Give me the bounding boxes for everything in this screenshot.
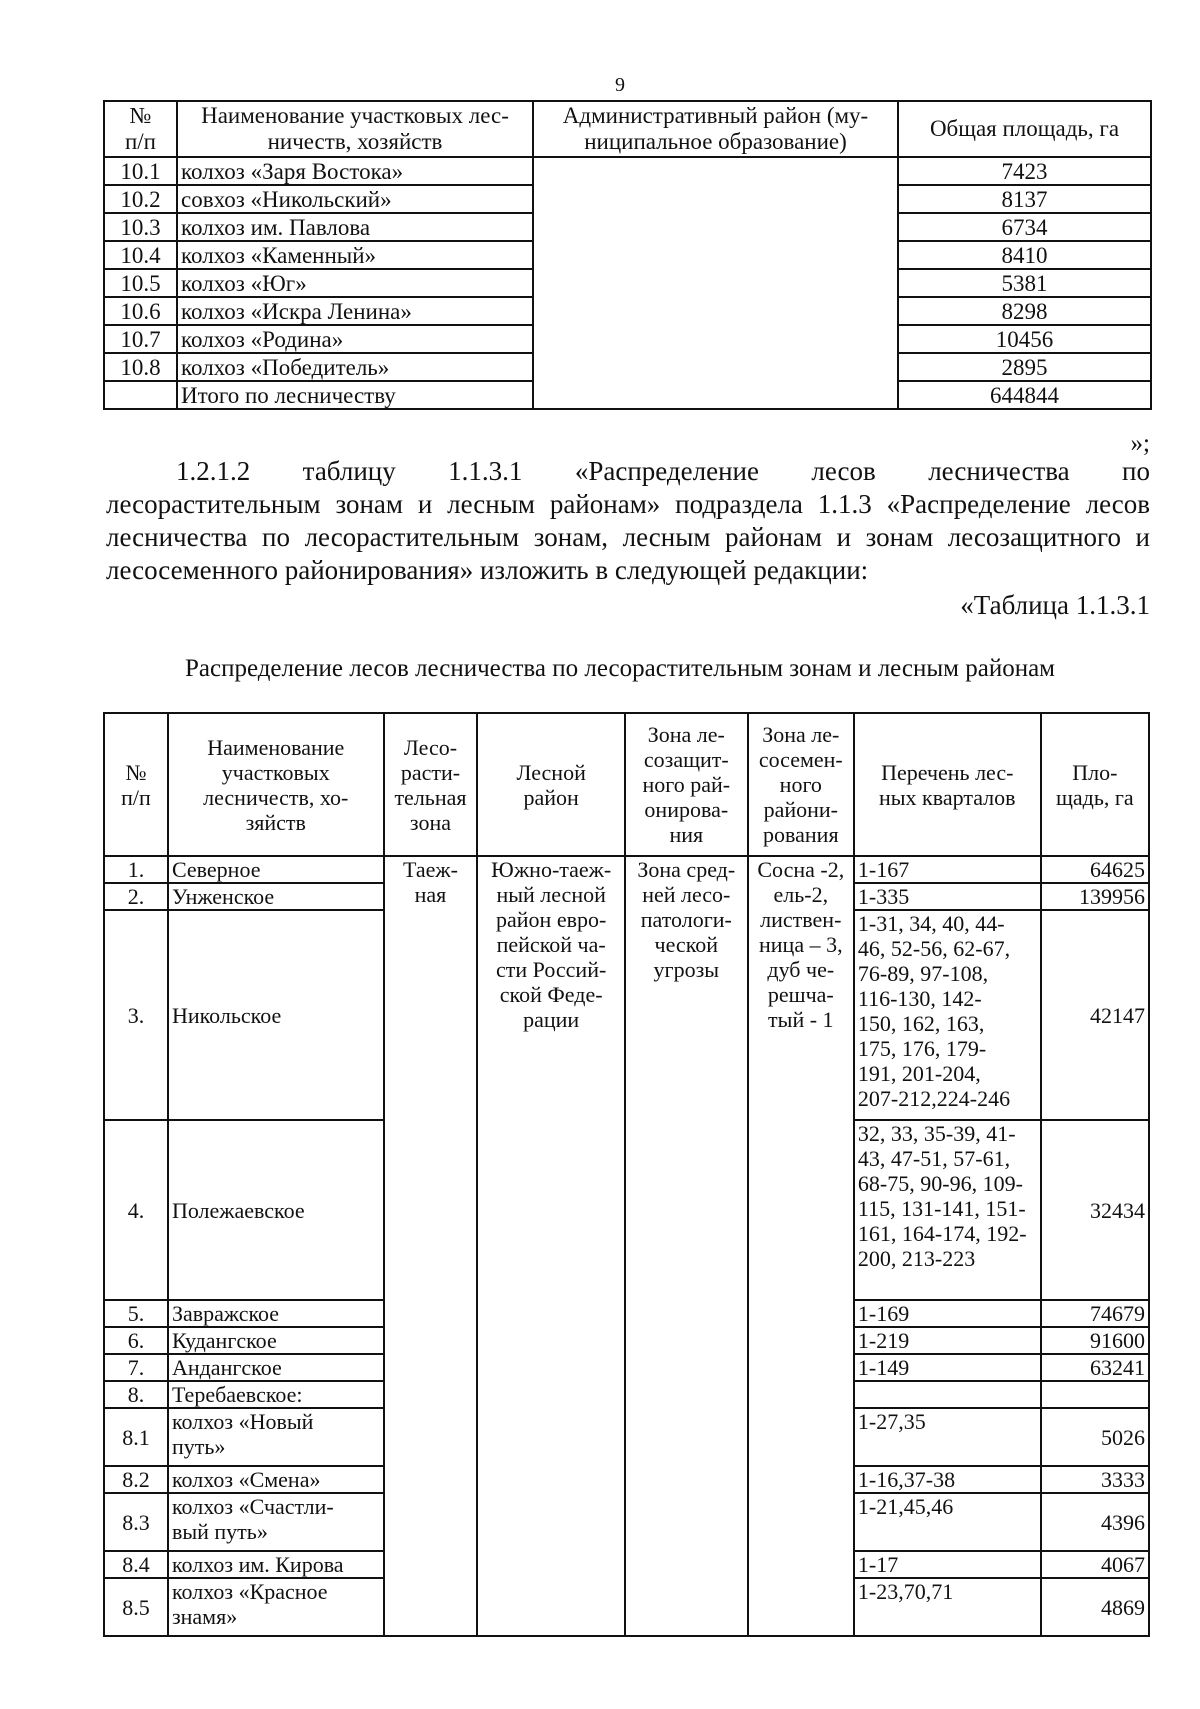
cell-name: Андангское	[168, 1354, 384, 1381]
cell-num: 6.	[104, 1327, 168, 1354]
total-label: Итого по лесничеству	[177, 381, 533, 409]
cell-area: 2895	[898, 353, 1151, 381]
cell-quarters: 1-16,37-38	[854, 1466, 1041, 1493]
cell-name: колхоз «Заря Востока»	[177, 157, 533, 185]
cell-name: колхоз им. Кирова	[168, 1551, 384, 1578]
cell-num: 10.3	[104, 213, 177, 241]
cell-num: 10.1	[104, 157, 177, 185]
cell-name: колхоз «Родина»	[177, 325, 533, 353]
cell-num: 8.1	[104, 1408, 168, 1466]
cell-name: колхоз им. Павлова	[177, 213, 533, 241]
cell-name: Унженское	[168, 883, 384, 910]
cell-num: 8.2	[104, 1466, 168, 1493]
cell-zone: Таеж- ная	[384, 856, 478, 1636]
cell-name: колхоз «Победитель»	[177, 353, 533, 381]
cell-num: 5.	[104, 1300, 168, 1327]
col-header-num: № п/п	[104, 101, 177, 157]
cell-name: совхоз «Никольский»	[177, 185, 533, 213]
cell-num: 2.	[104, 883, 168, 910]
cell-area: 3333	[1041, 1466, 1149, 1493]
cell-area: 8410	[898, 241, 1151, 269]
forest-distribution-table	[103, 712, 1150, 1637]
cell-num: 7.	[104, 1354, 168, 1381]
total-area: 644844	[898, 381, 1151, 409]
cell-area: 8137	[898, 185, 1151, 213]
cell-quarters: 1-169	[854, 1300, 1041, 1327]
col-header-area: Общая площадь, га	[898, 101, 1151, 157]
cell-name: колхоз «Юг»	[177, 269, 533, 297]
cell-name: колхоз «Красное знамя»	[168, 1578, 384, 1636]
cell-num: 4.	[104, 1120, 168, 1300]
cell-num: 10.5	[104, 269, 177, 297]
cell-seed: Сосна -2, ель-2, листвен- ница – 3, дуб че- решча- тый - 1	[748, 856, 854, 1636]
cell-name: колхоз «Искра Ленина»	[177, 297, 533, 325]
cell-area: 91600	[1041, 1327, 1149, 1354]
cell-name: колхоз «Счастли- вый путь»	[168, 1493, 384, 1551]
cell-quarters: 1-27,35	[854, 1408, 1041, 1466]
cell-num: 10.6	[104, 297, 177, 325]
cell-num: 8.5	[104, 1578, 168, 1636]
cell-quarters: 1-21,45,46	[854, 1493, 1041, 1551]
cell-num: 8.4	[104, 1551, 168, 1578]
cell-name: колхоз «Новый путь»	[168, 1408, 384, 1466]
cell-quarters: 1-167	[854, 856, 1041, 883]
cell-num: 10.2	[104, 185, 177, 213]
col-header-district: Административный район (му- ниципальное образование)	[533, 101, 898, 157]
col-header-name: Наименование участковых лесничеств, хо- зяйств	[168, 713, 384, 856]
cell-area: 32434	[1041, 1120, 1149, 1300]
cell-area: 63241	[1041, 1354, 1149, 1381]
cell-name: Полежаевское	[168, 1120, 384, 1300]
cell-area: 6734	[898, 213, 1151, 241]
col-header-area: Пло- щадь, га	[1041, 713, 1149, 856]
page-number: 9	[615, 74, 625, 96]
cell-quarters: 1-23,70,71	[854, 1578, 1041, 1636]
cell-region: Южно-таеж- ный лесной район евро- пейской ча- сти Россий- ской Феде- рации	[477, 856, 625, 1636]
cell-area: 4869	[1041, 1578, 1149, 1636]
cell-quarters: 1-31, 34, 40, 44- 46, 52-56, 62-67, 76-89, 97-108, 116-130, 142- 150, 162, 163, 175, 176, 179- 191, 201-204, 207-212,224-246	[854, 910, 1041, 1120]
cell-num: 10.8	[104, 353, 177, 381]
cell-area: 8298	[898, 297, 1151, 325]
table-caption: Распределение лесов лесничества по лесорастительным зонам и лесным районам	[184, 655, 1056, 682]
paragraph-first-line: 1.2.1.2 таблицу 1.1.3.1 «Распределение лесов лесничества по	[176, 456, 1150, 486]
col-header-seed: Зона ле- сосемен- ного райони- рования	[748, 713, 854, 856]
cell-name: колхоз «Смена»	[168, 1466, 384, 1493]
cell-quarters: 1-17	[854, 1551, 1041, 1578]
cell-area: 64625	[1041, 856, 1149, 883]
table-row	[104, 157, 1151, 185]
cell-area: 42147	[1041, 910, 1149, 1120]
cell-quarters	[854, 1381, 1041, 1408]
cell-area: 7423	[898, 157, 1151, 185]
amendment-paragraph	[106, 455, 1150, 587]
cell-name: Теребаевское:	[168, 1381, 384, 1408]
col-header-quarters: Перечень лес- ных кварталов	[854, 713, 1041, 856]
table-header-row	[104, 101, 1151, 157]
col-header-zone: Лесо- расти- тельная зона	[384, 713, 478, 856]
cell-area: 4396	[1041, 1493, 1149, 1551]
cell-area: 10456	[898, 325, 1151, 353]
col-header-num: № п/п	[104, 713, 168, 856]
cell-quarters: 1-335	[854, 883, 1041, 910]
table-label: «Таблица 1.1.3.1	[960, 590, 1150, 620]
cell-num: 1.	[104, 856, 168, 883]
table-row	[104, 856, 1149, 883]
cell-name: Северное	[168, 856, 384, 883]
cell-num: 8.	[104, 1381, 168, 1408]
cell-name: Кудангское	[168, 1327, 384, 1354]
cell-area: 5026	[1041, 1408, 1149, 1466]
quote-end: »;	[1130, 430, 1150, 457]
paragraph-body: лесорастительным зонам и лесным районам» подраздела 1.1.3 «Распределение лесов лесничества по лесорастительным зонам, лесным районам и зонам лесозащитного и лесосеменного районирования» изложить в следующей редакции:	[106, 489, 1150, 585]
cell-num: 8.3	[104, 1493, 168, 1551]
cell-name: колхоз «Каменный»	[177, 241, 533, 269]
cell-area: 74679	[1041, 1300, 1149, 1327]
col-header-name: Наименование участковых лес- ничеств, хозяйств	[177, 101, 533, 157]
cell-area: 4067	[1041, 1551, 1149, 1578]
forestry-area-table	[103, 100, 1152, 410]
cell-num	[104, 381, 177, 409]
cell-area	[1041, 1381, 1149, 1408]
cell-num: 10.7	[104, 325, 177, 353]
col-header-protect: Зона ле- созащит- ного рай- онирова- ния	[625, 713, 748, 856]
col-header-region: Лесной район	[477, 713, 625, 856]
cell-district	[533, 157, 898, 409]
cell-quarters: 32, 33, 35-39, 41- 43, 47-51, 57-61, 68-75, 90-96, 109- 115, 131-141, 151- 161, 164-174, 192- 200, 213-223	[854, 1120, 1041, 1300]
table-header-row	[104, 713, 1149, 856]
cell-name: Никольское	[168, 910, 384, 1120]
cell-quarters: 1-219	[854, 1327, 1041, 1354]
cell-area: 5381	[898, 269, 1151, 297]
cell-name: Завражское	[168, 1300, 384, 1327]
cell-quarters: 1-149	[854, 1354, 1041, 1381]
cell-area: 139956	[1041, 883, 1149, 910]
cell-num: 3.	[104, 910, 168, 1120]
cell-protect: Зона сред- ней лесо- патологи- ческой угрозы	[625, 856, 748, 1636]
cell-num: 10.4	[104, 241, 177, 269]
